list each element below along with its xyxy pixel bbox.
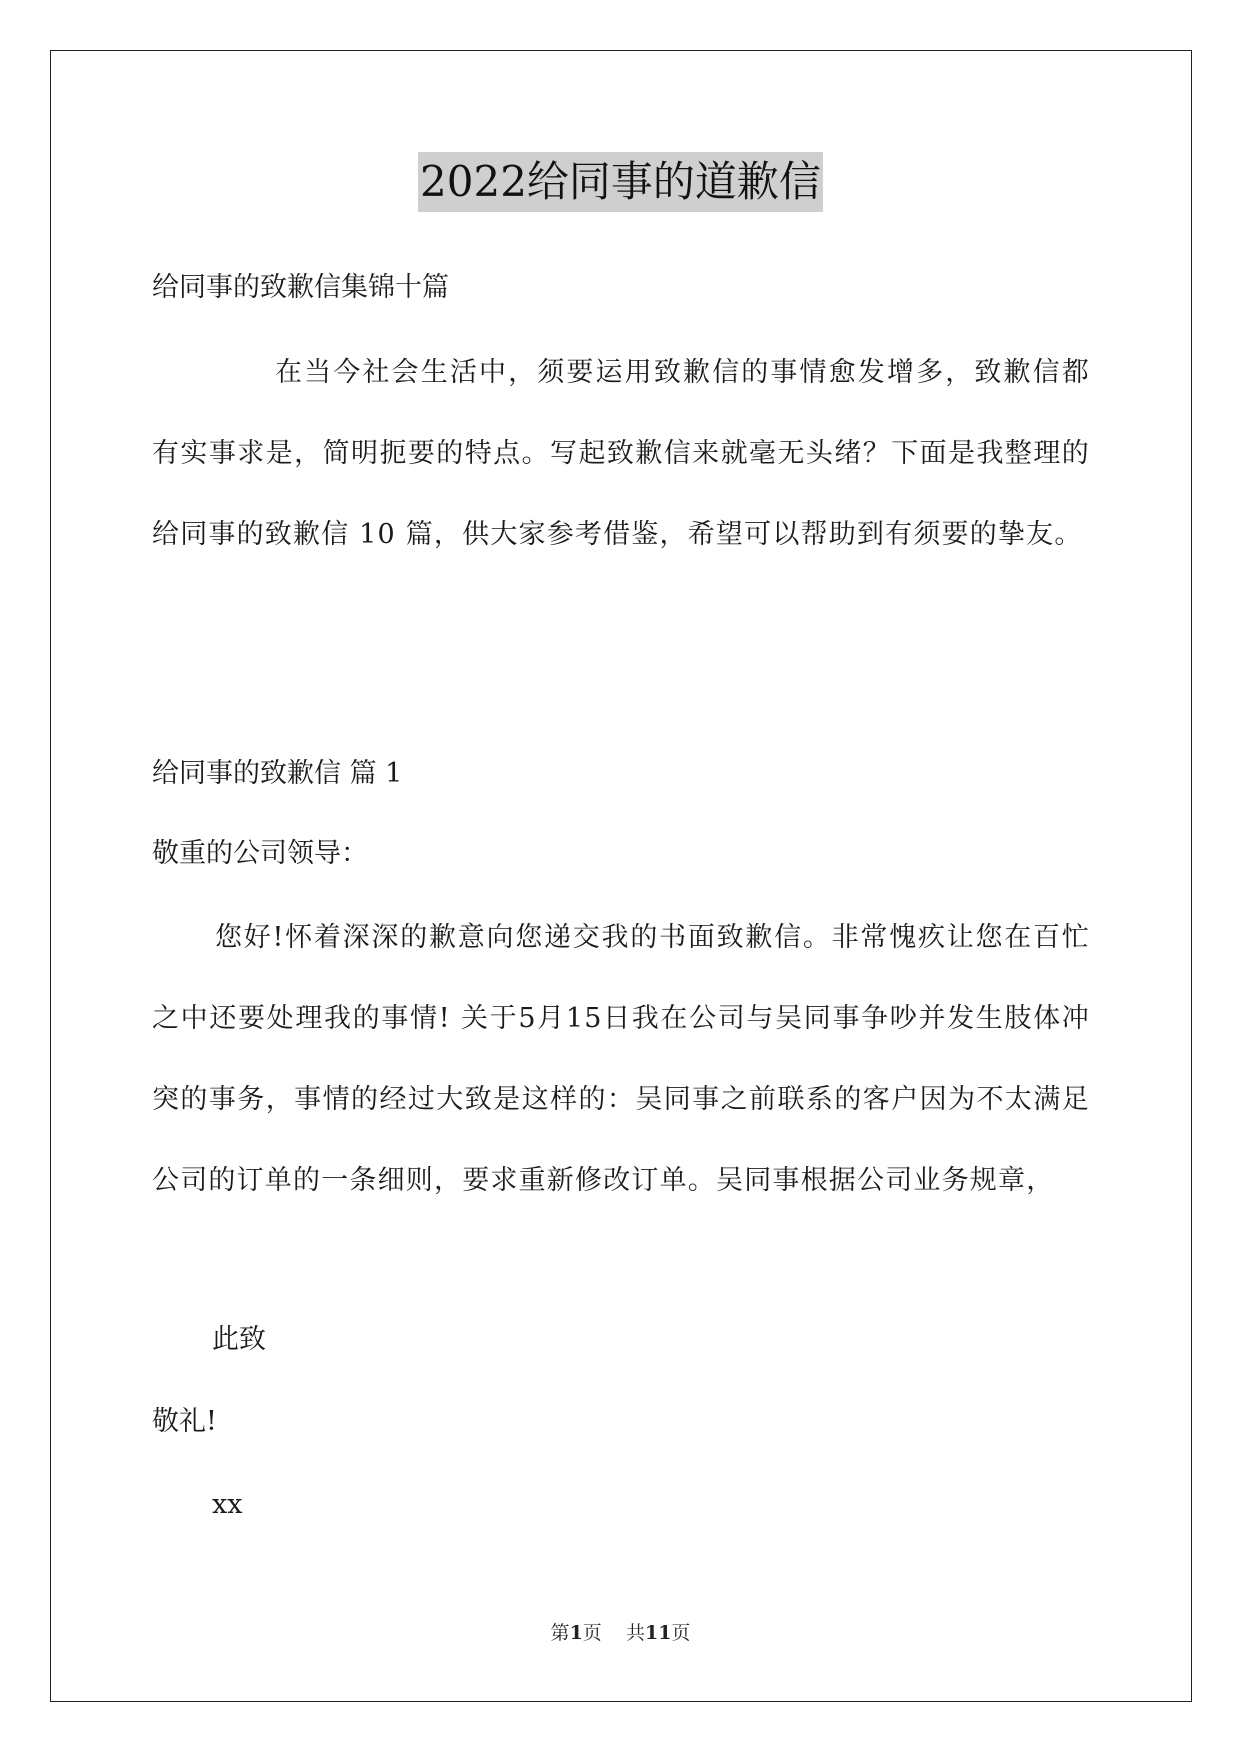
document-title: 2022给同事的道歉信	[418, 152, 823, 212]
salutation: 敬重的公司领导：	[152, 838, 368, 869]
footer-total-pages: 11	[644, 1622, 672, 1644]
document-subtitle: 给同事的致歉信集锦十篇	[152, 272, 449, 303]
signature: xx	[212, 1489, 243, 1520]
intro-paragraph: 在当今社会生活中，须要运用致歉信的事情愈发增多，致歉信都有实事求是，简明扼要的特点。写起致歉信来就毫无头绪？下面是我整理的给同事的致歉信 10 篇，供大家参考借鉴，希望可以帮助到有须要的挚友。	[152, 357, 1090, 550]
footer-suffix: 页	[671, 1622, 691, 1644]
closing-line-2: 敬礼!	[152, 1406, 217, 1437]
footer-prefix: 第	[550, 1622, 570, 1644]
footer-mid: 页 共	[582, 1622, 645, 1644]
body-paragraph: 您好!怀着深深的歉意向您递交我的书面致歉信。非常愧疚让您在百忙之中还要处理我的事情! 关于5月15日我在公司与吴同事争吵并发生肢体冲突的事务，事情的经过大致是这样的：吴同事之前联系的客户因为不太满足公司的订单的一条细则，要求重新修改订单。吴同事根据公司业务规章，	[152, 922, 1090, 1196]
section-heading: 给同事的致歉信 篇 1	[152, 758, 403, 789]
footer-page-number: 1	[569, 1622, 583, 1644]
title-container	[0, 152, 1241, 212]
closing-line-1: 此致	[212, 1324, 266, 1355]
page-footer	[0, 1618, 1241, 1645]
